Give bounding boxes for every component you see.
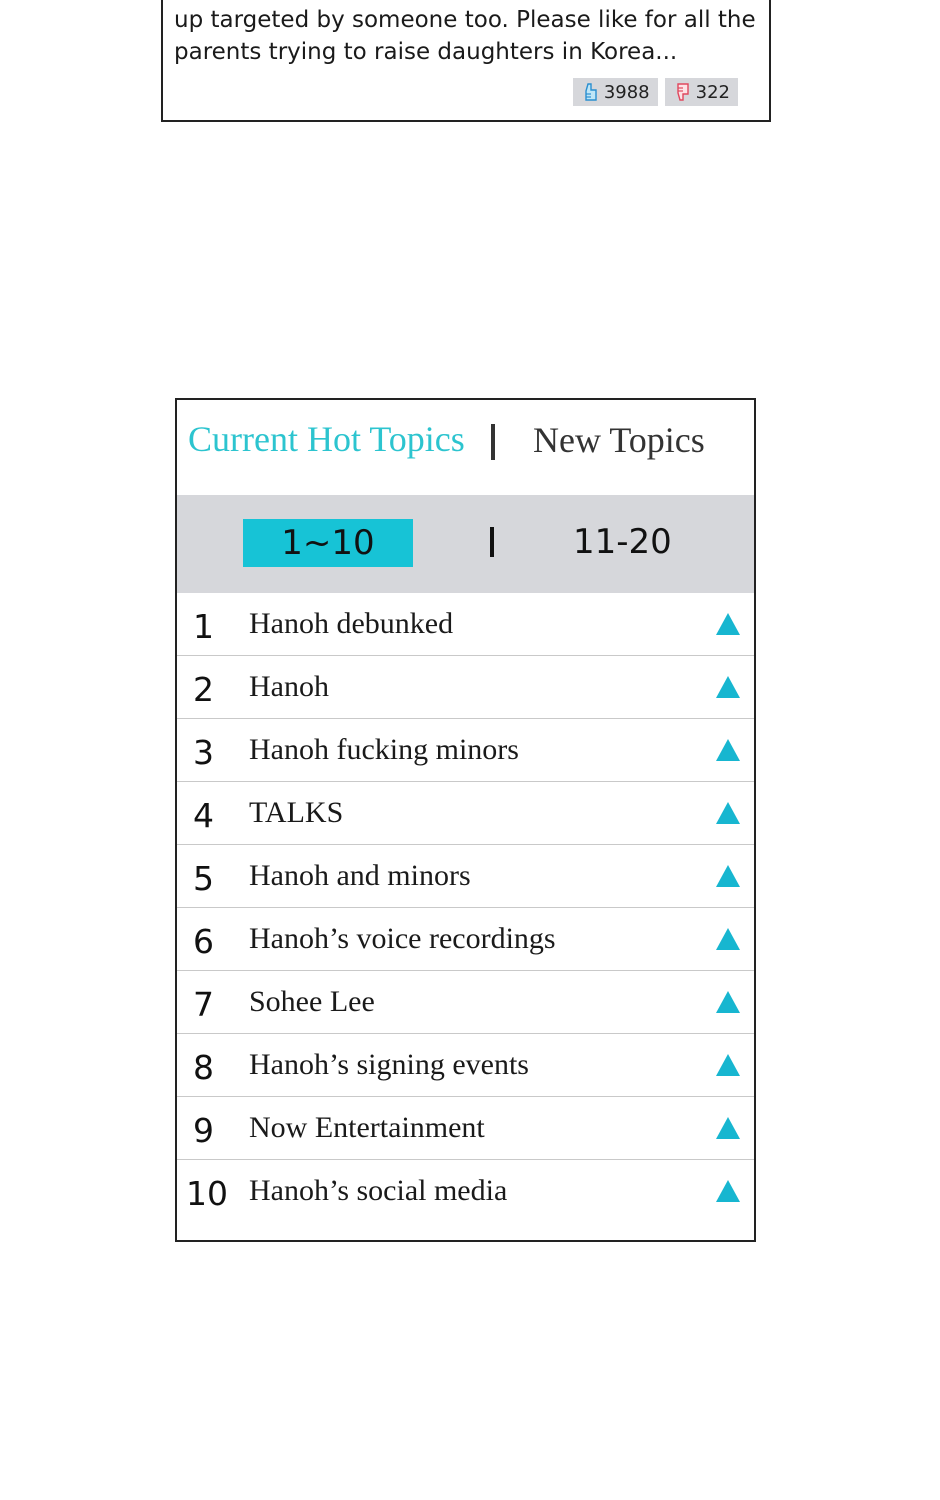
topic-row[interactable]: [177, 1097, 754, 1160]
trend-up-icon: [716, 928, 740, 950]
topic-row[interactable]: [177, 1034, 754, 1097]
rank-range-bar: [177, 495, 754, 593]
topic-rank: 10: [186, 1174, 228, 1213]
dislike-count: 322: [695, 81, 730, 103]
topic-rank: 6: [193, 922, 214, 961]
topic-row[interactable]: [177, 1160, 754, 1223]
trend-up-icon: [716, 1117, 740, 1139]
tab-divider: [491, 424, 495, 460]
topic-row[interactable]: [177, 971, 754, 1034]
topic-row[interactable]: [177, 656, 754, 719]
range-divider: [490, 527, 494, 557]
topic-label[interactable]: TALKS: [249, 796, 344, 829]
comment-text: up targeted by someone too. Please like for all the parents trying to raise daughters in Korea...: [174, 7, 756, 65]
like-button[interactable]: [573, 78, 658, 106]
topic-label[interactable]: Hanoh’s signing events: [249, 1048, 529, 1081]
topic-rank: 1: [193, 607, 214, 646]
trend-up-icon: [716, 991, 740, 1013]
topic-row[interactable]: [177, 908, 754, 971]
trend-up-icon: [716, 802, 740, 824]
trend-up-icon: [716, 865, 740, 887]
thumbs-up-icon: [582, 83, 598, 101]
topic-label[interactable]: Now Entertainment: [249, 1111, 485, 1144]
topic-label[interactable]: Hanoh’s social media: [249, 1174, 508, 1207]
comment-card: [161, 0, 771, 122]
topic-rank: 3: [193, 733, 214, 772]
topic-label[interactable]: Hanoh: [249, 670, 329, 703]
topic-rank: 7: [193, 985, 214, 1024]
topic-row[interactable]: [177, 782, 754, 845]
thumbs-down-icon: [674, 83, 690, 101]
topic-rank: 2: [193, 670, 214, 709]
topic-row[interactable]: [177, 719, 754, 782]
trend-up-icon: [716, 1180, 740, 1202]
topic-label[interactable]: Hanoh’s voice recordings: [249, 922, 556, 955]
topic-rank: 5: [193, 859, 214, 898]
comment-votes: [573, 78, 738, 106]
tab-new-topics[interactable]: New Topics: [533, 420, 705, 460]
tab-current-hot-topics[interactable]: Current Hot Topics: [188, 419, 465, 459]
trend-up-icon: [716, 739, 740, 761]
topic-row[interactable]: [177, 593, 754, 656]
topic-list: [177, 593, 754, 1223]
topic-rank: 9: [193, 1111, 214, 1150]
like-count: 3988: [603, 81, 650, 103]
trend-up-icon: [716, 676, 740, 698]
topic-rank: 8: [193, 1048, 214, 1087]
topic-label[interactable]: Sohee Lee: [249, 985, 375, 1018]
topics-tab-bar: [177, 400, 754, 495]
topic-row[interactable]: [177, 845, 754, 908]
topic-label[interactable]: Hanoh fucking minors: [249, 733, 519, 766]
topic-label[interactable]: Hanoh and minors: [249, 859, 471, 892]
dislike-button[interactable]: [665, 78, 738, 106]
range-tab-1-10[interactable]: 1~10: [243, 519, 413, 567]
range-tab-11-20[interactable]: 11-20: [573, 522, 672, 562]
topic-label[interactable]: Hanoh debunked: [249, 607, 454, 640]
trend-up-icon: [716, 1054, 740, 1076]
trend-up-icon: [716, 613, 740, 635]
hot-topics-panel: [175, 398, 756, 1242]
topic-rank: 4: [193, 796, 214, 835]
